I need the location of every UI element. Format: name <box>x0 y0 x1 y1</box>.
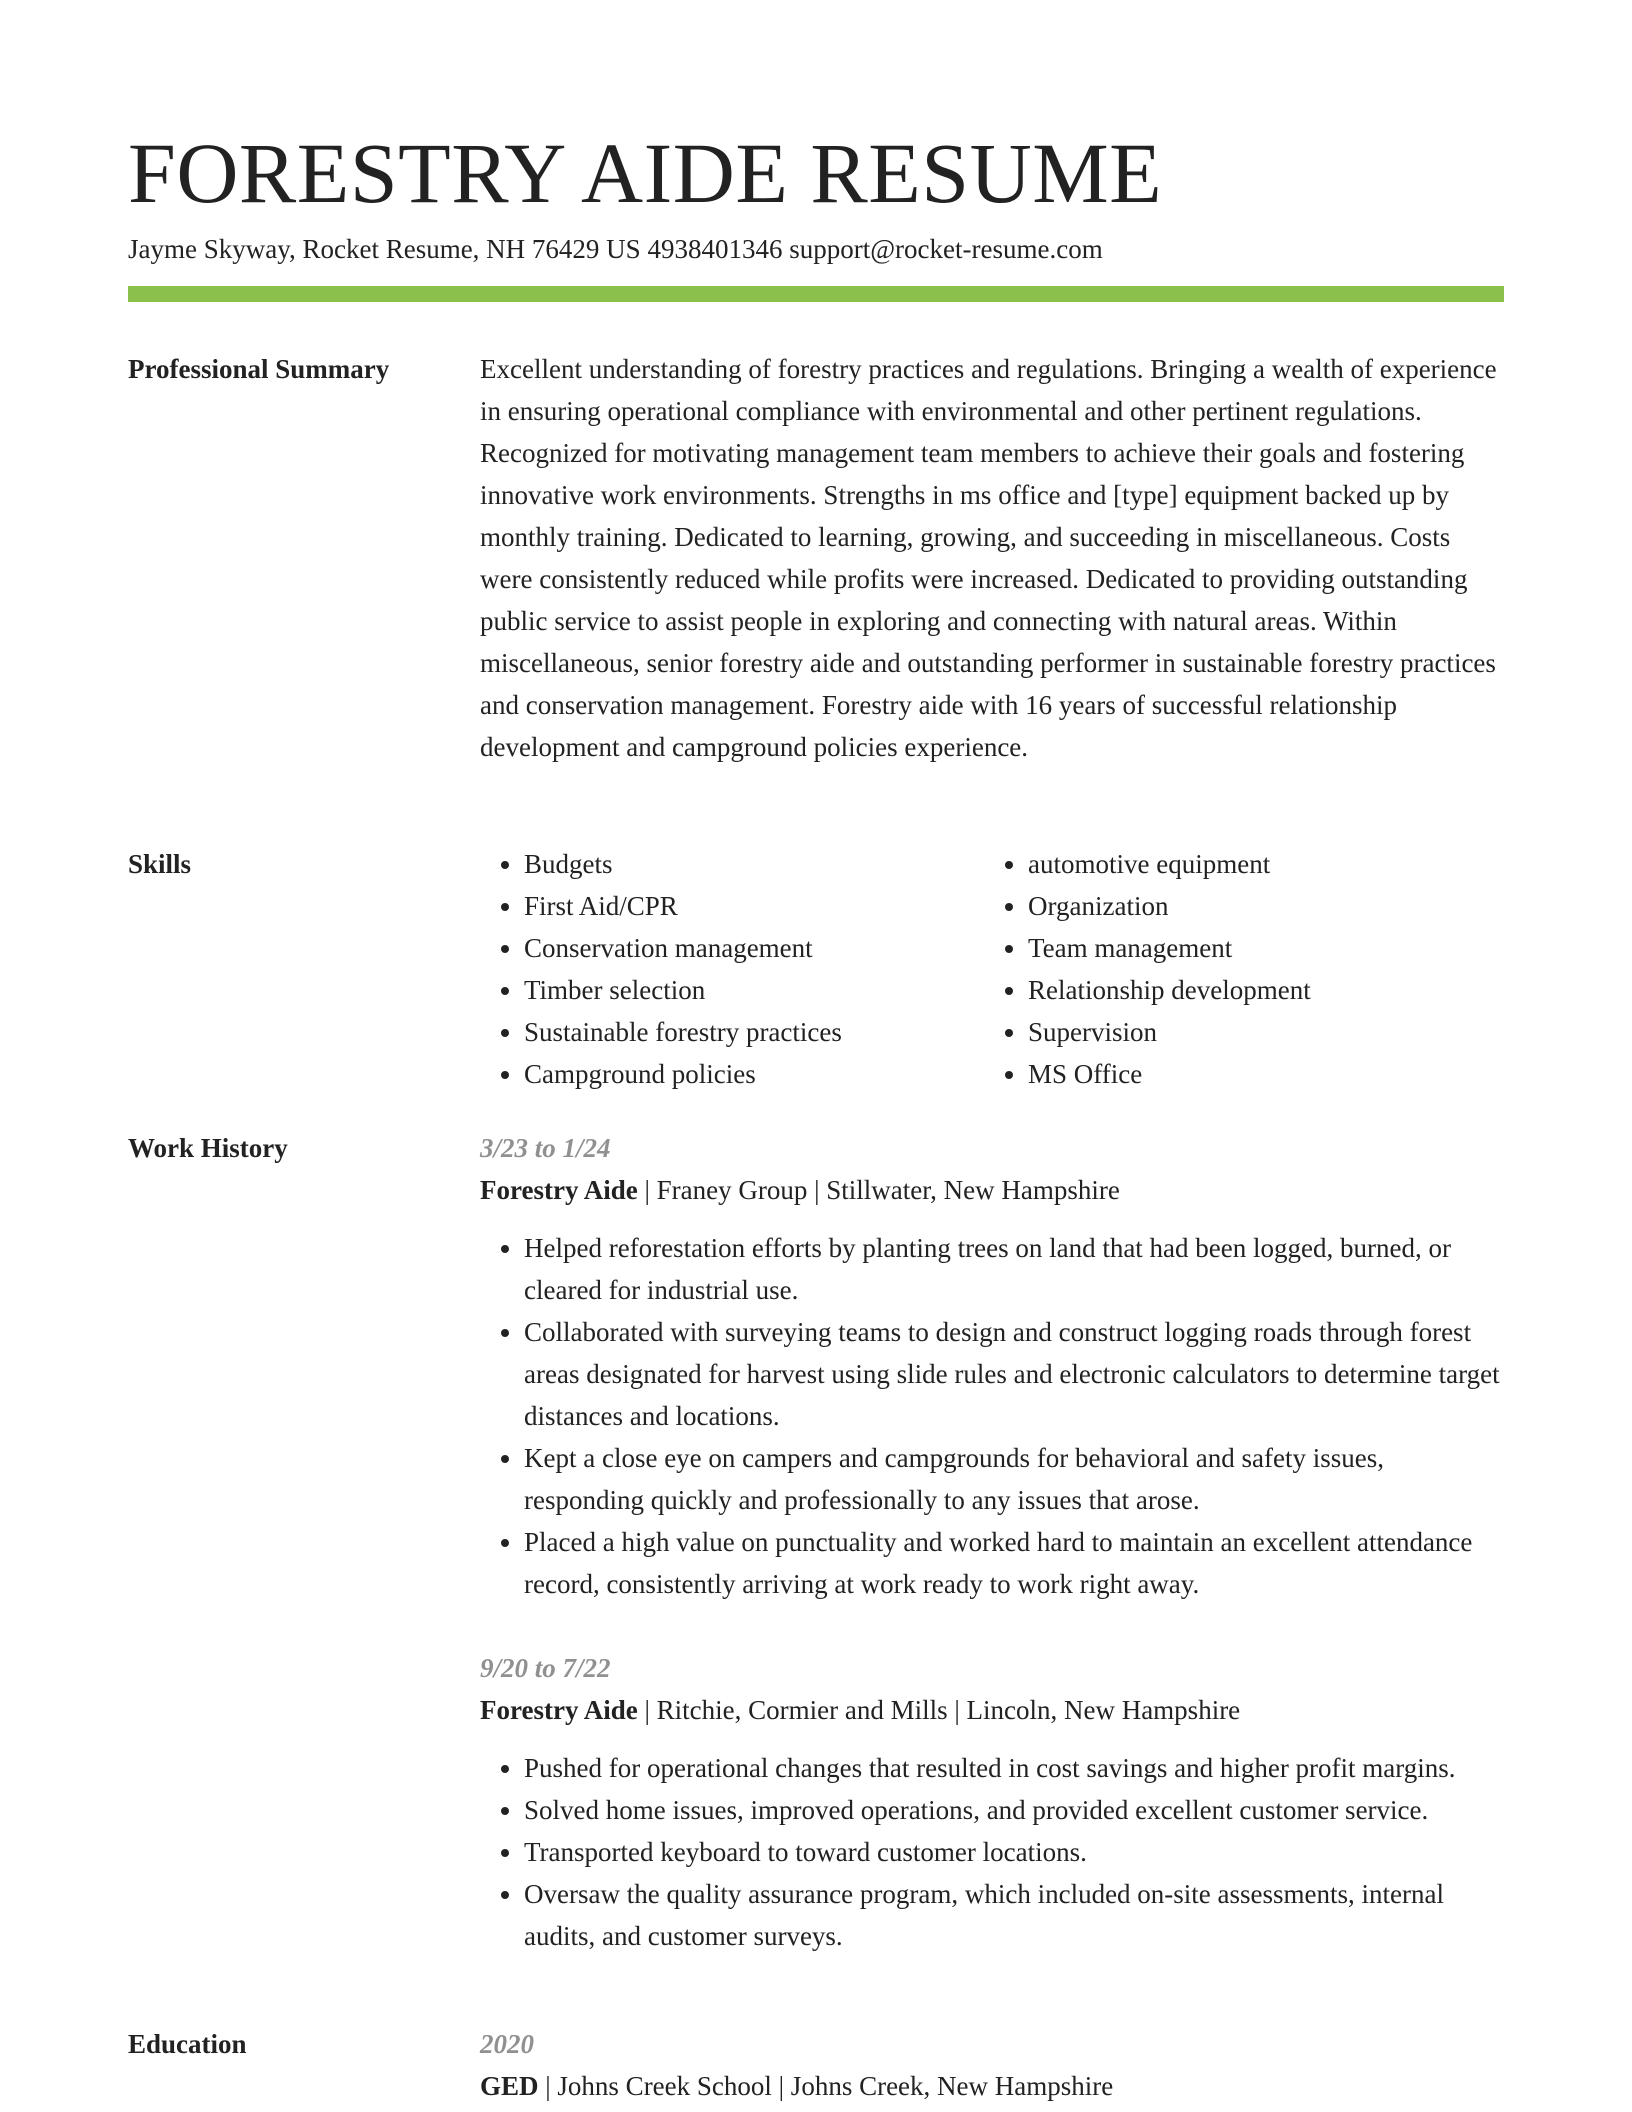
education-heading: Education <box>128 2029 247 2059</box>
summary-body <box>480 348 1504 768</box>
accent-divider <box>128 286 1504 302</box>
job-bullets <box>480 1747 1504 1957</box>
skill-item: • Timber selection <box>524 969 984 1011</box>
summary-heading: Professional Summary <box>128 354 390 384</box>
job-bullet: • Oversaw the quality assurance program, which included on-site assessments, internal audits, and customer surveys. <box>524 1873 1504 1957</box>
job-entry <box>480 1647 1504 1957</box>
job-details: | Ritchie, Cormier and Mills | Lincoln, New Hampshire <box>637 1695 1241 1725</box>
contact-line: Jayme Skyway, Rocket Resume, NH 76429 US 4938401346 support@rocket-resume.com <box>128 234 1103 264</box>
job-bullet: • Solved home issues, improved operations, and provided excellent customer service. <box>524 1789 1504 1831</box>
job-bullets <box>480 1227 1504 1605</box>
job-bullet: • Placed a high value on punctuality and worked hard to maintain an excellent attendance record, consistently arriving at work ready to work right away. <box>524 1521 1504 1605</box>
job-date: 3/23 to 1/24 <box>480 1133 611 1163</box>
skill-item: • Team management <box>1028 927 1488 969</box>
skill-item: • Conservation management <box>524 927 984 969</box>
skill-item: • MS Office <box>1028 1053 1488 1095</box>
job-title: Forestry Aide <box>480 1695 638 1725</box>
education-date: 2020 <box>480 2029 534 2059</box>
job-details: | Franey Group | Stillwater, New Hampshire <box>637 1175 1120 1205</box>
work-history-heading: Work History <box>128 1133 288 1163</box>
education-details: | Johns Creek School | Johns Creek, New Hampshire <box>538 2071 1114 2101</box>
skill-item: • Relationship development <box>1028 969 1488 1011</box>
skills-body <box>480 843 1504 1095</box>
summary-text: Excellent understanding of forestry practices and regulations. Bringing a wealth of experience in ensuring operational compliance with environmental and other pertinent regulations. Recognized for motivating management team members to achieve their goals and fostering innovative work environments. Strengths in ms office and [type] equipment backed up by monthly training. Dedicated to learning, growing, and succeeding in miscellaneous. Costs were consistently reduced while profits were increased. Dedicated to providing outstanding public service to assist people in exploring and connecting with natural areas. Within miscellaneous, senior forestry aide and outstanding performer in sustainable forestry practices and conservation management. Forestry aide with 16 years of successful relationship development and campground policies experience. <box>480 354 1497 762</box>
skills-heading: Skills <box>128 849 192 879</box>
skill-item: • Budgets <box>524 843 984 885</box>
education-degree: GED <box>480 2071 539 2101</box>
skills-column-left <box>480 843 984 1095</box>
skill-item: • Supervision <box>1028 1011 1488 1053</box>
job-bullet: • Helped reforestation efforts by planting trees on land that had been logged, burned, or cleared for industrial use. <box>524 1227 1504 1311</box>
job-title: Forestry Aide <box>480 1175 638 1205</box>
job-entry <box>480 1127 1504 1605</box>
job-bullet: • Pushed for operational changes that resulted in cost savings and higher profit margins. <box>524 1747 1504 1789</box>
skill-item: • Sustainable forestry practices <box>524 1011 984 1053</box>
skill-item: • First Aid/CPR <box>524 885 984 927</box>
skill-item: • Organization <box>1028 885 1488 927</box>
work-history-body <box>480 1127 1504 1999</box>
job-bullet: • Transported keyboard to toward customer locations. <box>524 1831 1504 1873</box>
job-heading <box>480 1689 1504 1731</box>
education-body <box>480 2023 1504 2107</box>
job-bullet: • Collaborated with surveying teams to design and construct logging roads through forest areas designated for harvest using slide rules and electronic calculators to determine target distances and locations. <box>524 1311 1504 1437</box>
skill-item: • Campground policies <box>524 1053 984 1095</box>
skill-item: • automotive equipment <box>1028 843 1488 885</box>
job-heading <box>480 1169 1504 1211</box>
skills-column-right <box>984 843 1488 1095</box>
education-line <box>480 2065 1504 2107</box>
job-bullet: • Kept a close eye on campers and campgrounds for behavioral and safety issues, responding quickly and professionally to any issues that arose. <box>524 1437 1504 1521</box>
job-date: 9/20 to 7/22 <box>480 1653 611 1683</box>
resume-title: FORESTRY AIDE RESUME <box>128 125 1163 221</box>
